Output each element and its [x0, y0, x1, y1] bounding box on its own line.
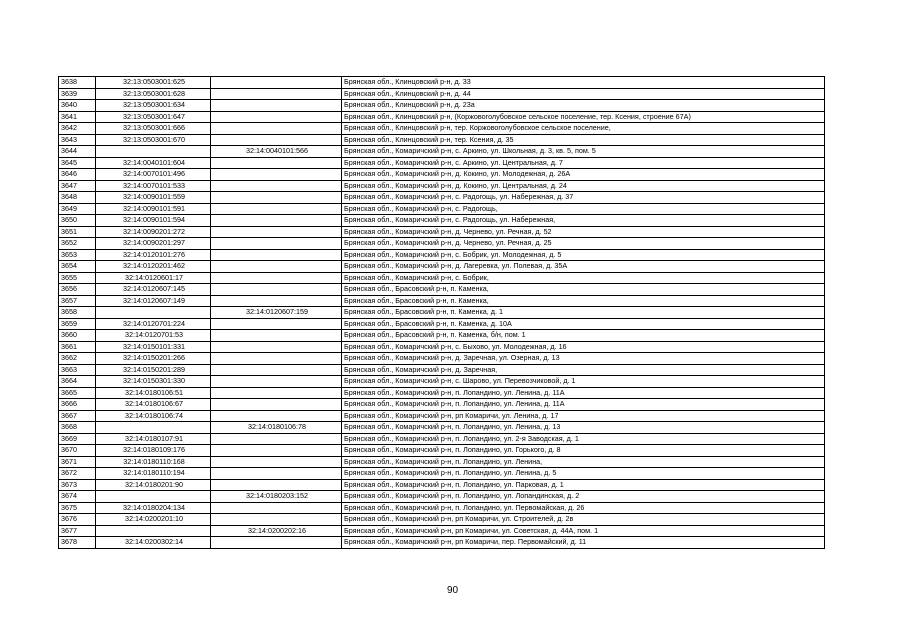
- table-row: [59, 433, 825, 445]
- cadastral-number-alt-cell: [211, 353, 342, 365]
- row-number-cell: 3663: [59, 364, 96, 376]
- page-number: 90: [446, 585, 459, 596]
- cadastral-number-alt-cell: [211, 330, 342, 342]
- address-cell: Брянская обл., Комаричский р-н, п. Лопандино, ул. 2-я Заводская, д. 1: [342, 433, 825, 445]
- table-row: [59, 284, 825, 296]
- cadastral-number-cell: 32:14:0090101:591: [96, 203, 211, 215]
- row-number-cell: 3662: [59, 353, 96, 365]
- row-number-cell: 3656: [59, 284, 96, 296]
- cadastral-number-alt-cell: [211, 88, 342, 100]
- registry-table: [58, 76, 825, 549]
- table-row: [59, 157, 825, 169]
- table-row: [59, 192, 825, 204]
- cadastral-number-cell: 32:14:0180110:168: [96, 456, 211, 468]
- address-cell: Брянская обл., Комаричский р-н, д. Заречная, ул. Озерная, д. 13: [342, 353, 825, 365]
- table-row: [59, 376, 825, 388]
- row-number-cell: 3640: [59, 100, 96, 112]
- cadastral-number-alt-cell: [211, 433, 342, 445]
- address-cell: Брянская обл., Комаричский р-н, п. Лопандино, ул. Лопандинская, д. 2: [342, 491, 825, 503]
- cadastral-number-cell: 32:14:0180106:67: [96, 399, 211, 411]
- table-row: [59, 123, 825, 135]
- address-cell: Брянская обл., Комаричский р-н, д. Чернево, ул. Речная, д. 52: [342, 226, 825, 238]
- address-cell: Брянская обл., Комаричский р-н, п. Лопандино, ул. Парковая, д. 1: [342, 479, 825, 491]
- registry-table-body: [59, 77, 825, 549]
- cadastral-number-alt-cell: [211, 169, 342, 181]
- row-number-cell: 3665: [59, 387, 96, 399]
- cadastral-number-cell: 32:14:0180106:74: [96, 410, 211, 422]
- table-row: [59, 203, 825, 215]
- cadastral-number-alt-cell: [211, 376, 342, 388]
- cadastral-number-cell: 32:13:0503001:647: [96, 111, 211, 123]
- cadastral-number-alt-cell: [211, 123, 342, 135]
- row-number-cell: 3651: [59, 226, 96, 238]
- address-cell: Брянская обл., Комаричский р-н, д. Кокино, ул. Молодежная, д. 26А: [342, 169, 825, 181]
- table-row: [59, 77, 825, 89]
- address-cell: Брянская обл., Брасовский р-н, п. Каменка,: [342, 295, 825, 307]
- cadastral-number-cell: 32:14:0200302:14: [96, 537, 211, 549]
- table-row: [59, 445, 825, 457]
- address-cell: Брянская обл., Комаричский р-н, с. Радогощь, ул. Набережная, д. 37: [342, 192, 825, 204]
- address-cell: Брянская обл., Клинцовский р-н, тер. Ксения, д. 35: [342, 134, 825, 146]
- address-cell: Брянская обл., Комаричский р-н, п. Лопандино, ул. Ленина, д. 5: [342, 468, 825, 480]
- row-number-cell: 3666: [59, 399, 96, 411]
- cadastral-number-alt-cell: [211, 387, 342, 399]
- address-cell: Брянская обл., Клинцовский р-н, тер. Коржовоголубовское сельское поселение,: [342, 123, 825, 135]
- cadastral-number-cell: 32:14:0200201:10: [96, 514, 211, 526]
- cadastral-number-cell: 32:14:0120607:149: [96, 295, 211, 307]
- row-number-cell: 3644: [59, 146, 96, 158]
- cadastral-number-cell: 32:13:0503001:625: [96, 77, 211, 89]
- cadastral-number-alt-cell: [211, 134, 342, 146]
- table-row: [59, 537, 825, 549]
- row-number-cell: 3677: [59, 525, 96, 537]
- cadastral-number-alt-cell: 32:14:0200202:16: [211, 525, 342, 537]
- cadastral-number-cell: 32:14:0090201:272: [96, 226, 211, 238]
- table-row: [59, 422, 825, 434]
- row-number-cell: 3641: [59, 111, 96, 123]
- table-row: [59, 249, 825, 261]
- row-number-cell: 3642: [59, 123, 96, 135]
- cadastral-number-alt-cell: [211, 295, 342, 307]
- table-row: [59, 261, 825, 273]
- cadastral-number-cell: 32:14:0070101:533: [96, 180, 211, 192]
- cadastral-number-alt-cell: [211, 272, 342, 284]
- row-number-cell: 3669: [59, 433, 96, 445]
- table-row: [59, 238, 825, 250]
- cadastral-number-cell: 32:14:0090201:297: [96, 238, 211, 250]
- row-number-cell: 3674: [59, 491, 96, 503]
- cadastral-number-alt-cell: 32:14:0120607:159: [211, 307, 342, 319]
- table-row: [59, 456, 825, 468]
- address-cell: Брянская обл., Комаричский р-н, д. Лагеревка, ул. Полевая, д. 35А: [342, 261, 825, 273]
- cadastral-number-cell: 32:14:0180110:194: [96, 468, 211, 480]
- cadastral-number-cell: 32:14:0120201:462: [96, 261, 211, 273]
- table-row: [59, 341, 825, 353]
- address-cell: Брянская обл., Комаричский р-н, п. Лопандино, ул. Ленина,: [342, 456, 825, 468]
- address-cell: Брянская обл., Клинцовский р-н, д. 23а: [342, 100, 825, 112]
- cadastral-number-cell: 32:14:0120601:17: [96, 272, 211, 284]
- row-number-cell: 3670: [59, 445, 96, 457]
- address-cell: Брянская обл., Комаричский р-н, д. Заречная,: [342, 364, 825, 376]
- address-cell: Брянская обл., Комаричский р-н, п. Лопандино, ул. Ленина, д. 11А: [342, 387, 825, 399]
- row-number-cell: 3639: [59, 88, 96, 100]
- cadastral-number-alt-cell: [211, 77, 342, 89]
- table-row: [59, 88, 825, 100]
- cadastral-number-alt-cell: [211, 226, 342, 238]
- cadastral-number-alt-cell: [211, 111, 342, 123]
- table-row: [59, 525, 825, 537]
- cadastral-number-alt-cell: [211, 284, 342, 296]
- address-cell: Брянская обл., Комаричский р-н, рп Комаричи, пер. Первомайский, д. 11: [342, 537, 825, 549]
- row-number-cell: 3655: [59, 272, 96, 284]
- row-number-cell: 3664: [59, 376, 96, 388]
- row-number-cell: 3676: [59, 514, 96, 526]
- address-cell: Брянская обл., Комаричский р-н, рп Комаричи, ул. Ленина, д. 17: [342, 410, 825, 422]
- row-number-cell: 3654: [59, 261, 96, 273]
- cadastral-number-cell: 32:14:0180204:134: [96, 502, 211, 514]
- table-row: [59, 226, 825, 238]
- cadastral-number-cell: 32:14:0180106:51: [96, 387, 211, 399]
- row-number-cell: 3675: [59, 502, 96, 514]
- cadastral-number-cell: 32:14:0070101:496: [96, 169, 211, 181]
- cadastral-number-alt-cell: [211, 502, 342, 514]
- cadastral-number-alt-cell: [211, 157, 342, 169]
- cadastral-number-alt-cell: [211, 514, 342, 526]
- table-row: [59, 169, 825, 181]
- address-cell: Брянская обл., Комаричский р-н, с. Шарово, ул. Перевозчиковой, д. 1: [342, 376, 825, 388]
- table-row: [59, 330, 825, 342]
- cadastral-number-alt-cell: [211, 364, 342, 376]
- row-number-cell: 3667: [59, 410, 96, 422]
- address-cell: Брянская обл., Комаричский р-н, с. Бобрик,: [342, 272, 825, 284]
- cadastral-number-cell: 32:14:0090101:594: [96, 215, 211, 227]
- row-number-cell: 3649: [59, 203, 96, 215]
- address-cell: Брянская обл., Комаричский р-н, п. Лопандино, ул. Горького, д. 8: [342, 445, 825, 457]
- cadastral-number-alt-cell: [211, 215, 342, 227]
- address-cell: Брянская обл., Комаричский р-н, д. Кокино, ул. Центральная, д. 24: [342, 180, 825, 192]
- address-cell: Брянская обл., Комаричский р-н, п. Лопандино, ул. Ленина, д. 13: [342, 422, 825, 434]
- table-row: [59, 502, 825, 514]
- cadastral-number-alt-cell: [211, 249, 342, 261]
- table-row: [59, 215, 825, 227]
- address-cell: Брянская обл., Комаричский р-н, рп Комаричи, ул. Советская, д. 44А, пом. 1: [342, 525, 825, 537]
- cadastral-number-alt-cell: [211, 192, 342, 204]
- cadastral-number-alt-cell: [211, 537, 342, 549]
- cadastral-number-cell: 32:14:0090101:559: [96, 192, 211, 204]
- address-cell: Брянская обл., Брасовский р-н, п. Каменка, д. 1: [342, 307, 825, 319]
- cadastral-number-alt-cell: [211, 318, 342, 330]
- cadastral-number-alt-cell: [211, 399, 342, 411]
- cadastral-number-cell: 32:14:0040101:604: [96, 157, 211, 169]
- row-number-cell: 3638: [59, 77, 96, 89]
- table-row: [59, 180, 825, 192]
- table-row: [59, 272, 825, 284]
- cadastral-number-cell: 32:14:0180107:91: [96, 433, 211, 445]
- row-number-cell: 3648: [59, 192, 96, 204]
- row-number-cell: 3647: [59, 180, 96, 192]
- cadastral-number-cell: 32:14:0120701:224: [96, 318, 211, 330]
- table-row: [59, 387, 825, 399]
- table-row: [59, 100, 825, 112]
- cadastral-number-cell: 32:14:0150201:266: [96, 353, 211, 365]
- address-cell: Брянская обл., Брасовский р-н, п. Каменка, д. 10А: [342, 318, 825, 330]
- table-row: [59, 410, 825, 422]
- cadastral-number-alt-cell: [211, 261, 342, 273]
- cadastral-number-alt-cell: 32:14:0180203:152: [211, 491, 342, 503]
- cadastral-number-cell: 32:14:0120607:145: [96, 284, 211, 296]
- address-cell: Брянская обл., Комаричский р-н, с. Бобрик, ул. Молодежная, д. 5: [342, 249, 825, 261]
- cadastral-number-alt-cell: 32:14:0040101:566: [211, 146, 342, 158]
- table-row: [59, 134, 825, 146]
- address-cell: Брянская обл., Клинцовский р-н, д. 44: [342, 88, 825, 100]
- cadastral-number-cell: 32:14:0120101:276: [96, 249, 211, 261]
- row-number-cell: 3668: [59, 422, 96, 434]
- address-cell: Брянская обл., Брасовский р-н, п. Каменка,: [342, 284, 825, 296]
- table-row: [59, 295, 825, 307]
- cadastral-number-cell: 32:14:0180109:176: [96, 445, 211, 457]
- cadastral-number-cell: 32:14:0150201:289: [96, 364, 211, 376]
- row-number-cell: 3658: [59, 307, 96, 319]
- cadastral-number-alt-cell: [211, 203, 342, 215]
- cadastral-number-cell: 32:14:0150101:331: [96, 341, 211, 353]
- row-number-cell: 3678: [59, 537, 96, 549]
- address-cell: Брянская обл., Комаричский р-н, д. Чернево, ул. Речная, д. 25: [342, 238, 825, 250]
- cadastral-number-cell: [96, 307, 211, 319]
- address-cell: Брянская обл., Комаричский р-н, рп Комаричи, ул. Строителей, д. 2в: [342, 514, 825, 526]
- address-cell: Брянская обл., Клинцовский р-н, (Коржовоголубовское сельское поселение, тер. Ксения, строение 67А): [342, 111, 825, 123]
- cadastral-number-cell: 32:13:0503001:670: [96, 134, 211, 146]
- row-number-cell: 3653: [59, 249, 96, 261]
- row-number-cell: 3650: [59, 215, 96, 227]
- table-row: [59, 307, 825, 319]
- address-cell: Брянская обл., Комаричский р-н, с. Быхово, ул. Молодежная, д. 16: [342, 341, 825, 353]
- row-number-cell: 3643: [59, 134, 96, 146]
- table-row: [59, 479, 825, 491]
- address-cell: Брянская обл., Брасовский р-н, п. Каменка, б/н, пом. 1: [342, 330, 825, 342]
- table-row: [59, 353, 825, 365]
- cadastral-number-alt-cell: [211, 410, 342, 422]
- table-row: [59, 146, 825, 158]
- cadastral-number-cell: [96, 491, 211, 503]
- cadastral-number-alt-cell: [211, 100, 342, 112]
- row-number-cell: 3673: [59, 479, 96, 491]
- table-row: [59, 111, 825, 123]
- row-number-cell: 3672: [59, 468, 96, 480]
- row-number-cell: 3646: [59, 169, 96, 181]
- cadastral-number-alt-cell: 32:14:0180106:78: [211, 422, 342, 434]
- address-cell: Брянская обл., Комаричский р-н, с. Радогощь, ул. Набережная,: [342, 215, 825, 227]
- address-cell: Брянская обл., Комаричский р-н, п. Лопандино, ул. Первомайская, д. 26: [342, 502, 825, 514]
- row-number-cell: 3660: [59, 330, 96, 342]
- cadastral-number-cell: 32:13:0503001:634: [96, 100, 211, 112]
- address-cell: Брянская обл., Комаричский р-н, с. Аркино, ул. Школьная, д. 3, кв. 5, пом. 5: [342, 146, 825, 158]
- cadastral-number-alt-cell: [211, 238, 342, 250]
- cadastral-number-cell: [96, 146, 211, 158]
- cadastral-number-cell: 32:13:0503001:628: [96, 88, 211, 100]
- cadastral-number-cell: 32:13:0503001:666: [96, 123, 211, 135]
- table-row: [59, 318, 825, 330]
- row-number-cell: 3659: [59, 318, 96, 330]
- address-cell: Брянская обл., Комаричский р-н, п. Лопандино, ул. Ленина, д. 11А: [342, 399, 825, 411]
- table-row: [59, 399, 825, 411]
- cadastral-number-alt-cell: [211, 445, 342, 457]
- cadastral-number-alt-cell: [211, 180, 342, 192]
- row-number-cell: 3671: [59, 456, 96, 468]
- row-number-cell: 3661: [59, 341, 96, 353]
- cadastral-number-cell: 32:14:0150301:330: [96, 376, 211, 388]
- table-row: [59, 468, 825, 480]
- cadastral-number-cell: [96, 422, 211, 434]
- table-row: [59, 514, 825, 526]
- row-number-cell: 3652: [59, 238, 96, 250]
- row-number-cell: 3645: [59, 157, 96, 169]
- cadastral-number-cell: [96, 525, 211, 537]
- table-row: [59, 364, 825, 376]
- cadastral-number-alt-cell: [211, 341, 342, 353]
- cadastral-number-cell: 32:14:0120701:53: [96, 330, 211, 342]
- cadastral-number-alt-cell: [211, 468, 342, 480]
- table-row: [59, 491, 825, 503]
- address-cell: Брянская обл., Комаричский р-н, с. Радогощь,: [342, 203, 825, 215]
- address-cell: Брянская обл., Комаричский р-н, с. Аркино, ул. Центральная, д. 7: [342, 157, 825, 169]
- cadastral-number-alt-cell: [211, 456, 342, 468]
- row-number-cell: 3657: [59, 295, 96, 307]
- cadastral-number-alt-cell: [211, 479, 342, 491]
- cadastral-number-cell: 32:14:0180201:90: [96, 479, 211, 491]
- address-cell: Брянская обл., Клинцовский р-н, д. 33: [342, 77, 825, 89]
